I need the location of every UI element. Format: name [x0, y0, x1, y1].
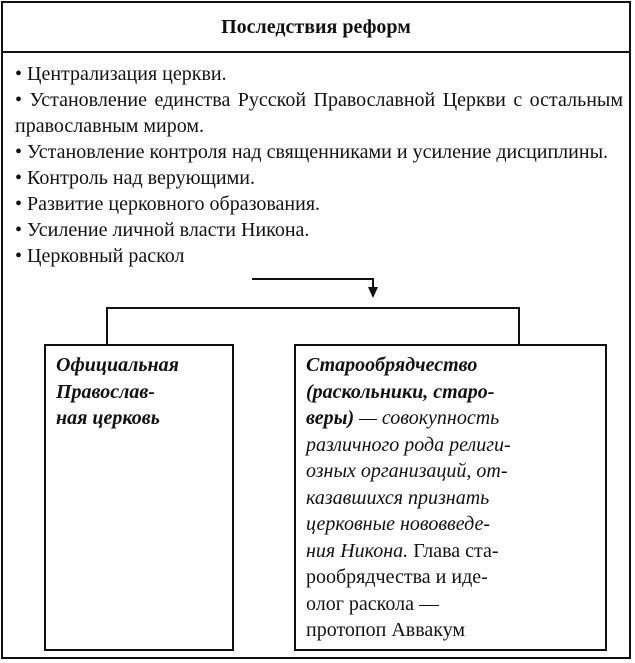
official-church-box [44, 344, 234, 651]
box-text: Глава ста- [408, 539, 499, 562]
box-line: Православ- [56, 380, 155, 403]
box-line: озных организаций, от- [306, 460, 508, 482]
bullet-text: Развитие церковного образования. [27, 193, 321, 215]
old-believers-box [294, 344, 607, 651]
box-text: ния Никона. [306, 539, 409, 562]
bullet-item: • Установление контроля над священниками и усиление дисциплины. [15, 141, 609, 163]
box-line: Официальная [56, 354, 179, 376]
bullet-item: • Контроль над верующими. [15, 167, 255, 189]
connector-arrow-horizontal [252, 278, 374, 280]
box-line: Старообрядчество [306, 354, 478, 376]
connector-branch-right [518, 307, 520, 345]
box-line: протопоп Аввакум [306, 619, 466, 641]
box-line: церковные нововведе- [306, 513, 490, 535]
bullet-text: Усиление личной власти Никона. [27, 219, 310, 241]
box-text: веры) [306, 407, 355, 429]
box-text: — совокупность [354, 407, 500, 429]
diagram-title: Последствия реформ [3, 3, 629, 53]
bullet-text: Установление контроля над священниками и усиление дисциплины. [27, 141, 609, 163]
bullet-item: • Церковный раскол [15, 245, 185, 267]
bullet-item: • Централизация церкви. [15, 63, 227, 85]
connector-branch-left [106, 307, 108, 345]
box-line: казавшихся признать [306, 486, 490, 509]
connector-branch-horizontal [106, 307, 520, 309]
bullet-item: • Усиление личной власти Никона. [15, 219, 310, 241]
bullet-text: Церковный раскол [27, 245, 185, 267]
box-line: ная церковь [56, 407, 160, 429]
box-line: олог раскола — [306, 592, 439, 615]
box-line: различного рода религи- [306, 433, 511, 456]
bullet-text: Централизация церкви. [27, 63, 227, 85]
bullet-item: • Развитие церковного образования. [15, 193, 321, 215]
bullet-text: Установление единства Русской Православной Церкви с остальным православным миром. [15, 89, 623, 137]
bullet-list [15, 61, 623, 269]
arrowhead-icon [368, 287, 378, 298]
box-line [306, 405, 595, 432]
box-line [306, 538, 595, 565]
box-line: рообрядчества и иде- [306, 566, 488, 588]
box-line: (раскольники, старо- [306, 380, 495, 403]
bullet-item: • Установление единства Русской Православной Церкви с остальным православным миром. [15, 89, 623, 137]
bullet-text: Контроль над верующими. [27, 167, 255, 189]
